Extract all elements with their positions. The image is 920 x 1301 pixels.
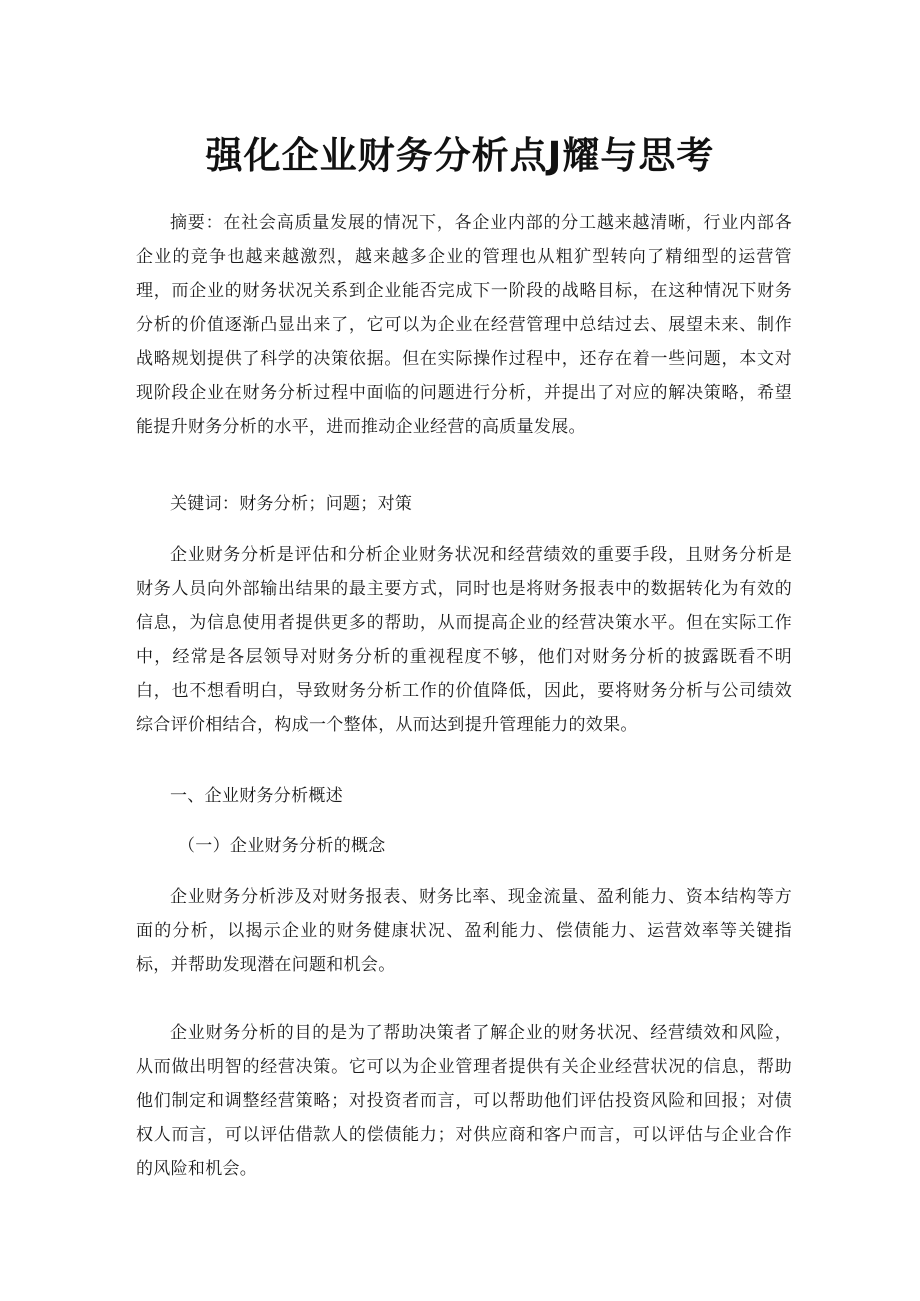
abstract-paragraph: 摘要：在社会高质量发展的情况下，各企业内部的分工越来越清晰，行业内部各企业的竞争也越来越激烈，越来越多企业的管理也从粗犷型转向了精细型的运营管理，而企业的财务状况关系到企业能否完成下一阶段的战略目标，在这种情况下财务分析的价值逐渐凸显出来了，它可以为企业在经营管理中总结过去、展望未来、制作战略规划提供了科学的决策依据。但在实际操作过程中，还存在着一些问题，本文对现阶段企业在财务分析过程中面临的问题进行分析，并提出了对应的解决策略，希望能提升财务分析的水平，进而推动企业经营的高质量发展。 xyxy=(136,213,792,437)
intro-paragraph: 企业财务分析是评估和分析企业财务状况和经营绩效的重要手段，且财务分析是财务人员向外部输出结果的最主要方式，同时也是将财务报表中的数据转化为有效的信息，为信息使用者提供更多的帮助，从而提高企业的经营决策水平。但在实际工作中，经常是各层领导对财务分析的重视程度不够，他们对财务分析的披露既看不明白，也不想看明白，导致财务分析工作的价值降低，因此，要将财务分析与公司绩效综合评价相结合，构成一个整体，从而达到提升管理能力的效果。 xyxy=(136,545,792,735)
body-paragraph: 企业财务分析涉及对财务报表、财务比率、现金流量、盈利能力、资本结构等方面的分析，以揭示企业的财务健康状况、盈利能力、偿债能力、运营效率等关键指标，并帮助发现潜在问题和机会。 xyxy=(136,887,792,975)
body-paragraph: 企业财务分析的目的是为了帮助决策者了解企业的财务状况、经营绩效和风险，从而做出明智的经营决策。它可以为企业管理者提供有关企业经营状况的信息，帮助他们制定和调整经营策略；对投资者而言，可以帮助他们评估投资风险和回报；对债权人而言，可以评估借款人的偿债能力；对供应商和客户而言，可以评估与企业合作的风险和机会。 xyxy=(136,1023,792,1179)
section-heading: 一、企业财务分析概述 xyxy=(170,786,343,806)
document-title: 强化企业财务分析点J耀与思考 xyxy=(205,134,715,177)
keywords-line: 关键词：财务分析；问题；对策 xyxy=(170,494,413,514)
subsection-heading: （一）企业财务分析的概念 xyxy=(178,836,386,856)
